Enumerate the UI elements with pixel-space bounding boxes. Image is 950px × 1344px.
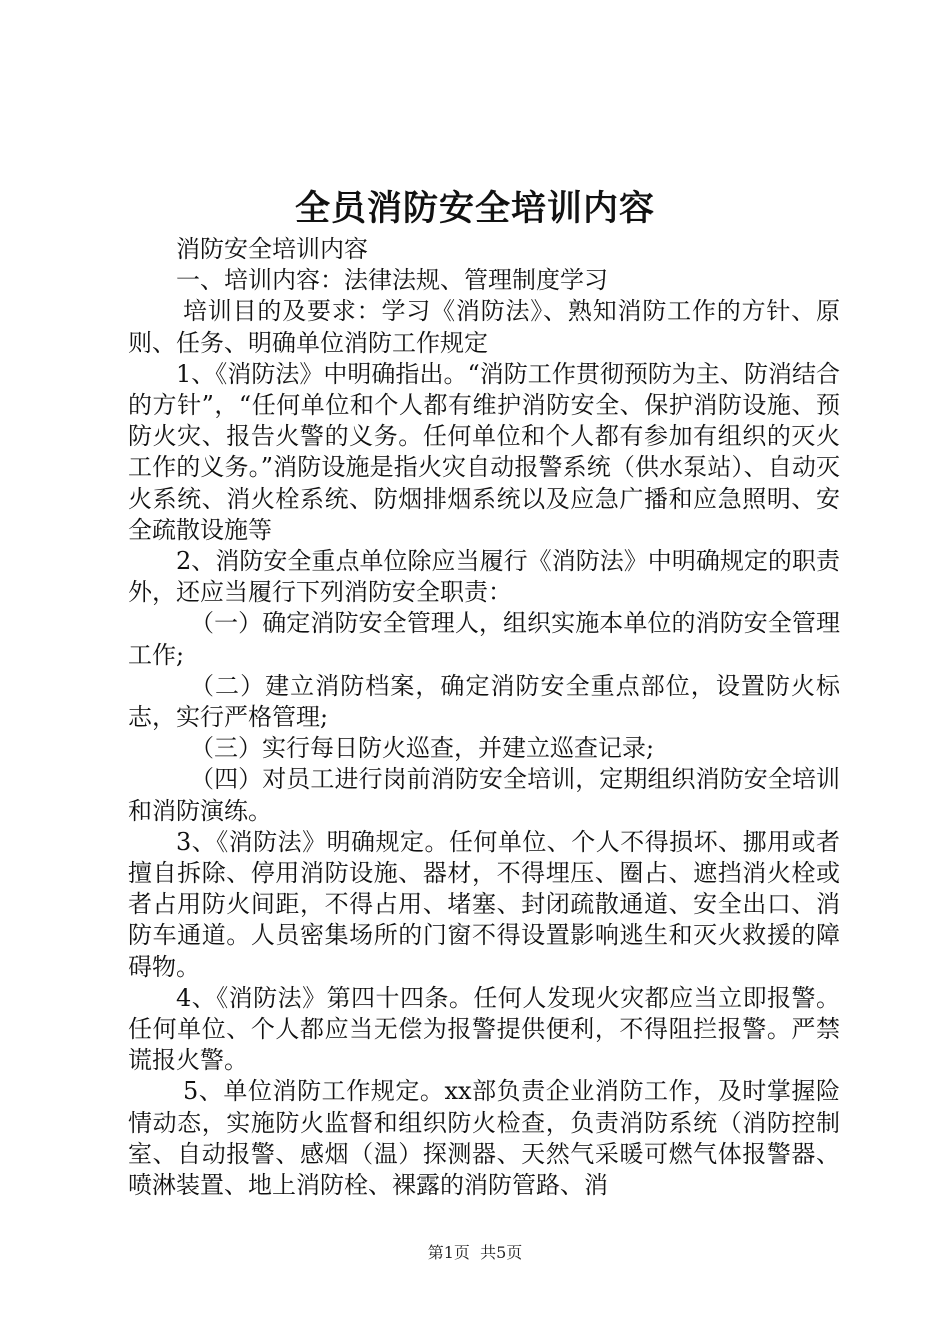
page-number-label: 第1页 共5页 (427, 1243, 523, 1262)
paragraph-item-3: 3、《消防法》明确规定。任何单位、个人不得损坏、挪用或者擅自拆除、停用消防设施、器材，不得埋压、圈占、遮挡消火栓或者占用防火间距，不得占用、堵塞、封闭疏散通道、安全出口、消防车通道。人员密集场所的门窗不得设置影响逃生和灭火救援的障碍物。 (128, 827, 840, 981)
document-body (128, 234, 840, 1201)
paragraph-training-goal: 培训目的及要求：学习《消防法》、熟知消防工作的方针、原则、任务、明确单位消防工作规定 (128, 297, 840, 357)
paragraph-subtitle: 消防安全培训内容 (176, 235, 368, 263)
paragraph-duty-1: （一）确定消防安全管理人，组织实施本单位的消防安全管理工作; (128, 609, 840, 669)
page-footer (0, 1243, 950, 1263)
paragraph-section-heading: 一、培训内容：法律法规、管理制度学习 (176, 266, 608, 295)
paragraph-duty-4: （四）对员工进行岗前消防安全培训，定期组织消防安全培训和消防演练。 (128, 765, 840, 825)
paragraph-item-5: 5、单位消防工作规定。xx部负责企业消防工作，及时掌握险情动态，实施防火监督和组织防火检查，负责消防系统（消防控制室、自动报警、感烟（温）探测器、天然气采暖可燃气体报警器、喷淋装置、地上消防栓、裸露的消防管路、消 (128, 1077, 840, 1200)
document-title: 全员消防安全培训内容 (294, 188, 655, 229)
paragraph-duty-3: （三）实行每日防火巡查，并建立巡查记录; (190, 734, 655, 763)
paragraph-item-4: 4、《消防法》第四十四条。任何人发现火灾都应当立即报警。任何单位、个人都应当无偿为报警提供便利，不得阻拦报警。严禁谎报火警。 (128, 983, 840, 1075)
paragraph-item-2: 2、消防安全重点单位除应当履行《消防法》中明确规定的职责外，还应当履行下列消防安全职责： (128, 547, 840, 607)
paragraph-duty-2: （二）建立消防档案，确定消防安全重点部位，设置防火标志，实行严格管理; (128, 671, 840, 732)
paragraph-item-1: 1、《消防法》中明确指出。“消防工作贯彻预防为主、防消结合的方针”，“任何单位和个人都有维护消防安全、保护消防设施、预防火灾、报告火警的义务。任何单位和个人都有参加有组织的灭火工作的义务。”消防设施是指火灾自动报警系统（供水泵站）、自动灭火系统、消火栓系统、防烟排烟系统以及应急广播和应急照明、安全疏散设施等 (128, 359, 840, 544)
